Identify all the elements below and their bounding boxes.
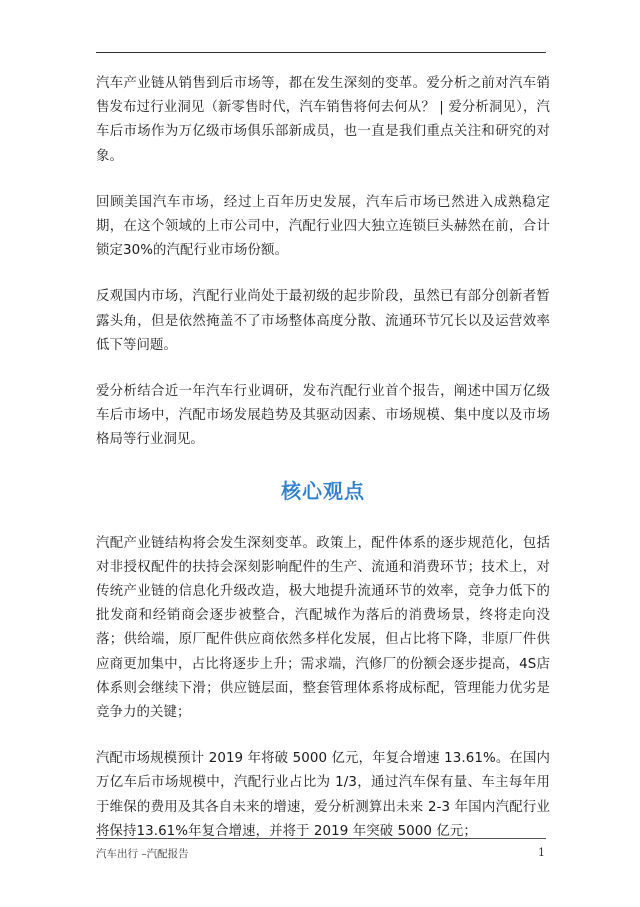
footer-text: 汽车出行 –汽配报告 — [96, 848, 189, 860]
header-rule — [96, 52, 546, 53]
section-title: 核心观点 — [281, 478, 365, 503]
footer-rule — [96, 838, 546, 839]
core-paragraph-2: 汽配市场规模预计 2019 年将破 5000 亿元，年复合增速 13.61%。在国内万亿车后市场规模中，汽配行业占比为 1/3，通过汽车保有量、车主每年用于维保的费用及其各自未来的增速，爱分析测算出未来 2-3 年国内汽配行业将保持13.61%年复合增速，并将于 2019 年突破 5000 亿元； — [96, 751, 550, 839]
intro-paragraph-2: 回顾美国汽车市场，经过上百年历史发展，汽车后市场已然进入成熟稳定期，在这个领域的上市公司中，汽配行业四大独立连锁巨头赫然在前，合计锁定30%的汽配行业市场份额。 — [96, 194, 550, 259]
intro-paragraph-3: 反观国内市场，汽配行业尚处于最初级的起步阶段，虽然已有部分创新者暂露头角，但是依然掩盖不了市场整体高度分散、流通环节冗长以及运营效率低下等问题。 — [96, 289, 550, 353]
document-body — [96, 72, 550, 866]
core-paragraph-1: 汽配产业链结构将会发生深刻变革。政策上，配件体系的逐步规范化，包括对非授权配件的扶持会深刻影响配件的生产、流通和消费环节；技术上，对传统产业链的信息化升级改造，极大地提升流通环节的效率，竞争力低下的批发商和经销商会逐步被整合，汽配城作为落后的消费场景，终将走向没落；供给端，原厂配件供应商依然多样化发展，但占比将下降，非原厂件供应商更加集中，占比将逐步上升；需求端，汽修厂的份额会逐步提高，4S店体系则会继续下滑；供应链层面，整套管理体系将成标配，管理能力优劣是竞争力的关键； — [96, 535, 550, 721]
intro-paragraph-1: 汽车产业链从销售到后市场等，都在发生深刻的变革。爱分析之前对汽车销售发布过行业洞见（新零售时代，汽车销售将何去何从？ | 爱分析洞见），汽车后市场作为万亿级市场俱乐部新成员，也一直是我们重点关注和研究的对象。 — [96, 76, 550, 164]
intro-paragraph-4: 爱分析结合近一年汽车行业调研，发布汽配行业首个报告，阐述中国万亿级车后市场中，汽配市场发展趋势及其驱动因素、市场规模、集中度以及市场格局等行业洞见。 — [96, 384, 550, 448]
page-number: 1 — [538, 846, 545, 859]
